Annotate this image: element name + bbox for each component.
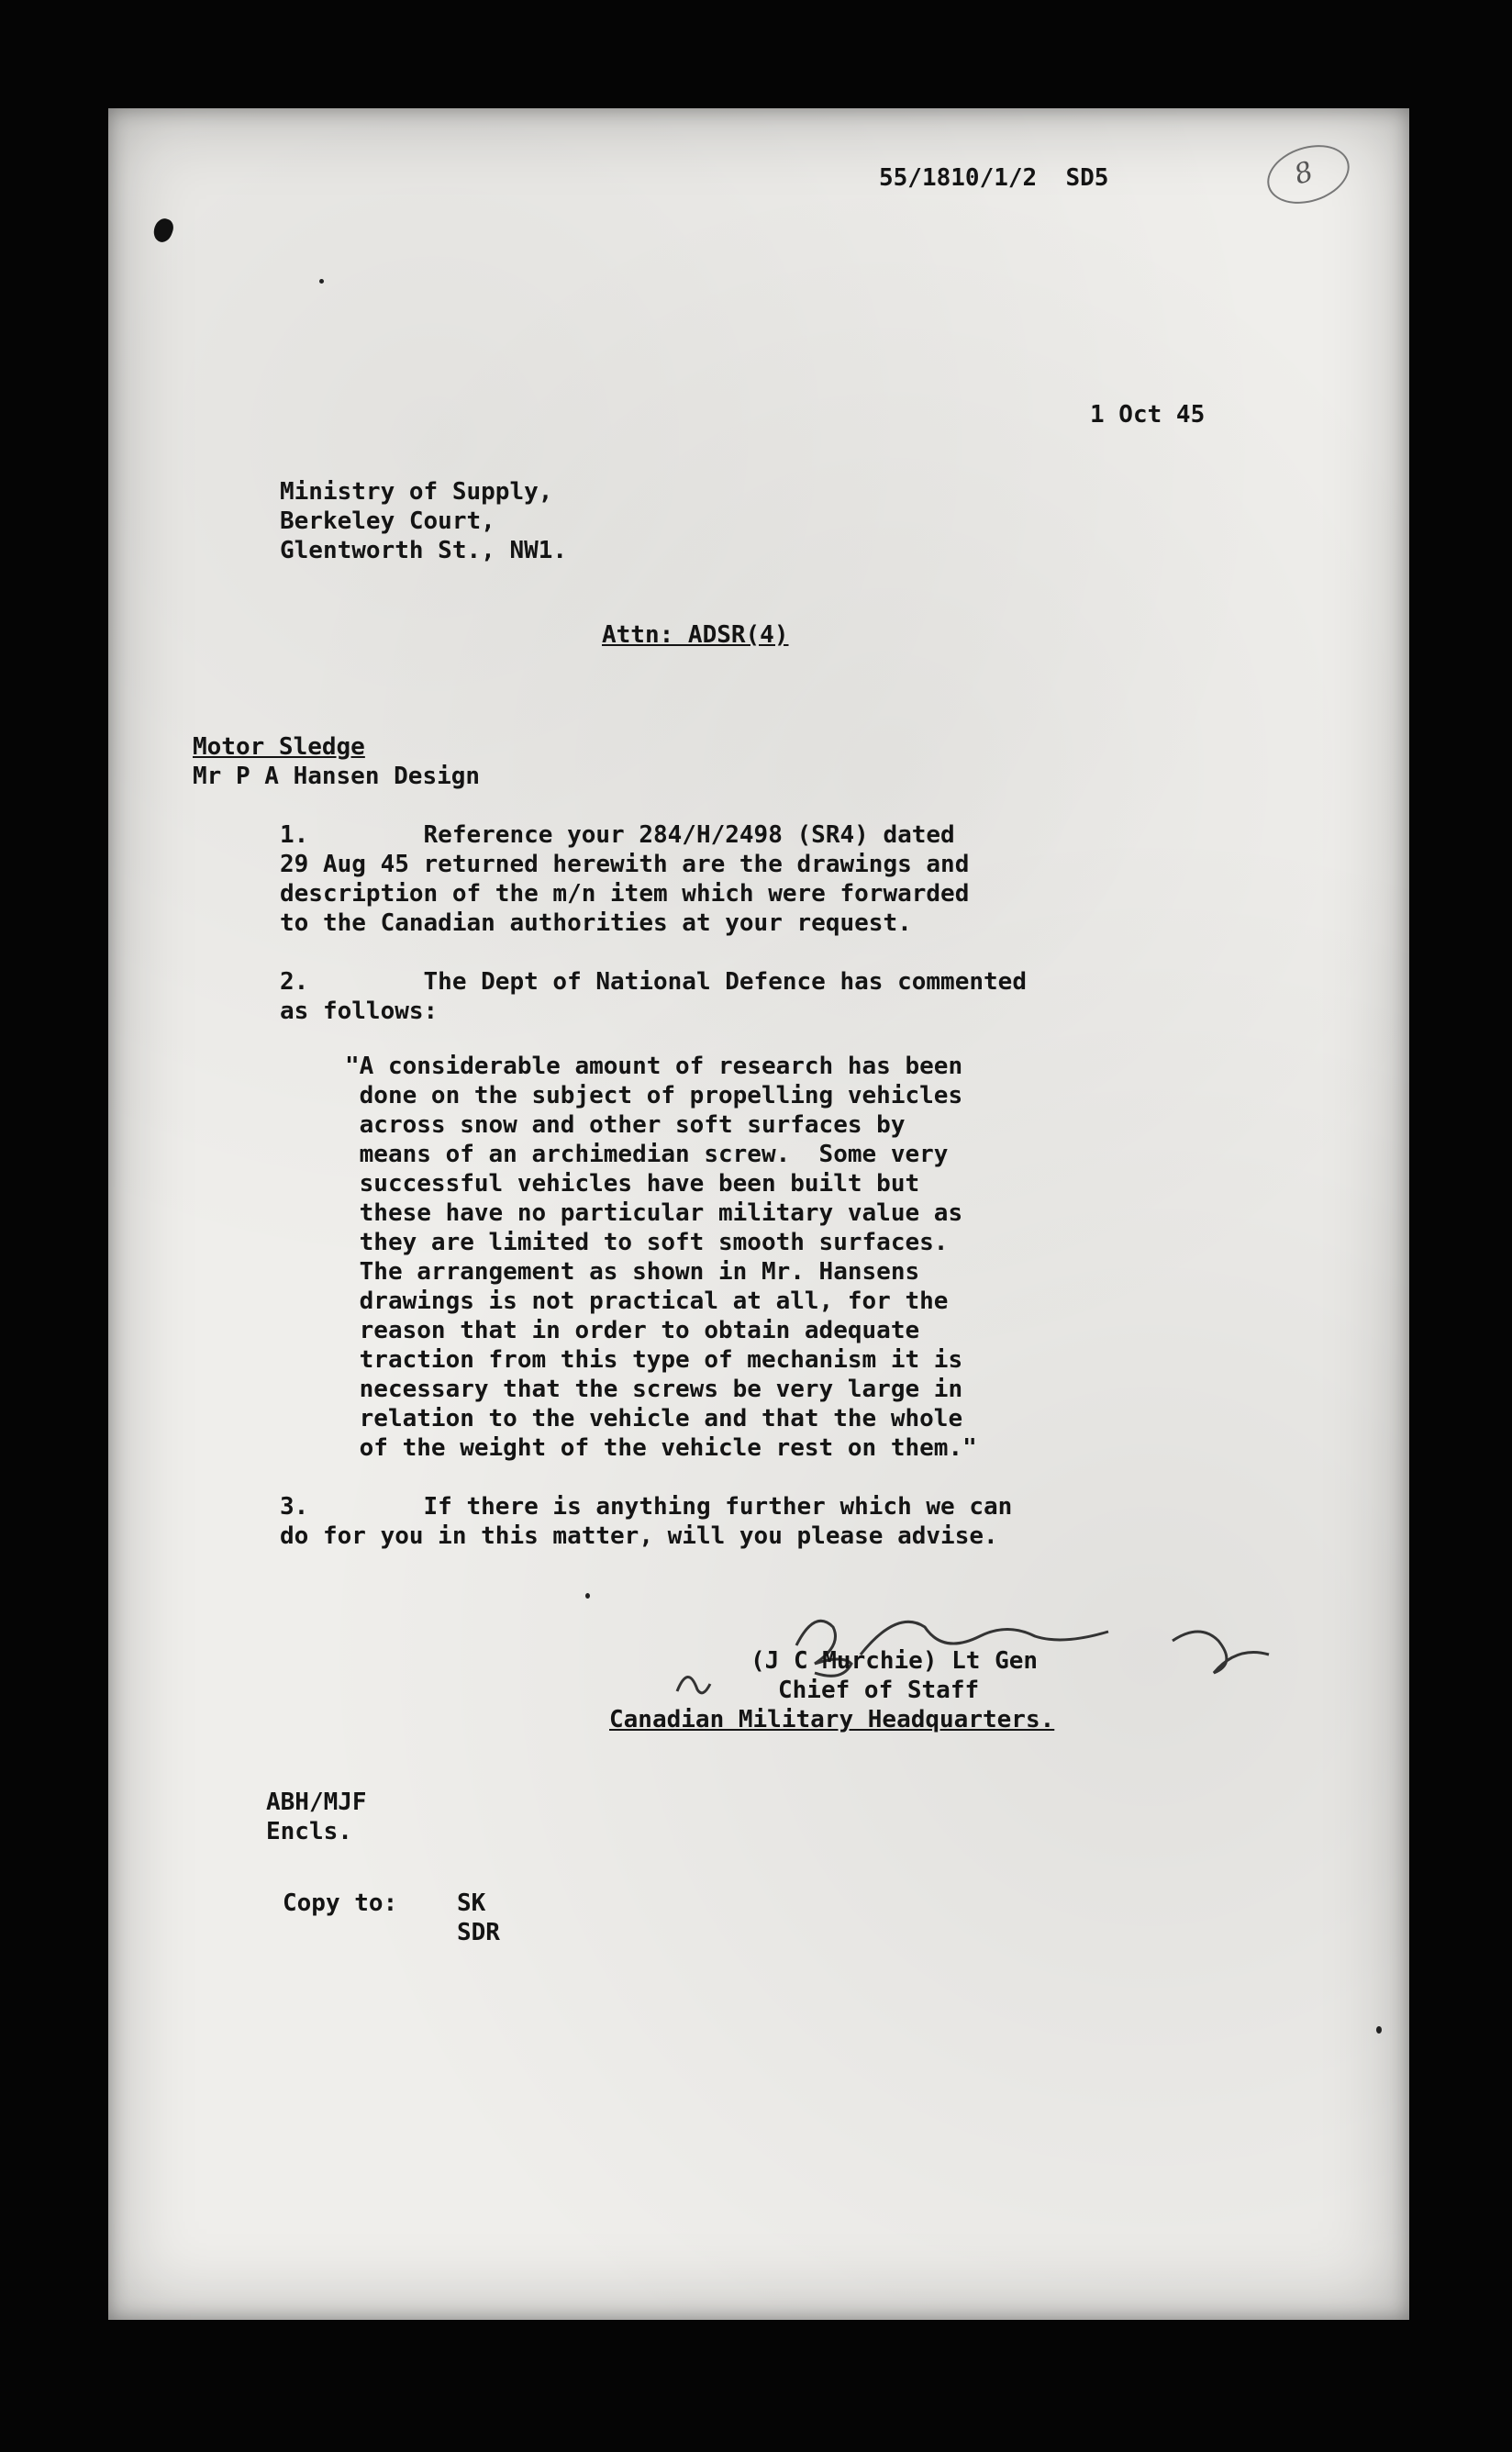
ink-blot [150, 216, 176, 244]
quote-line: The arrangement as shown in Mr. Hansens [345, 1258, 920, 1286]
quote-line: done on the subject of propelling vehicles [345, 1082, 963, 1109]
paragraph-1-line: description of the m/n item which were forwarded [280, 880, 970, 908]
paragraph-1-line: 29 Aug 45 returned herewith are the drawings and [280, 851, 970, 878]
letter-date: 1 Oct 45 [1090, 401, 1206, 429]
enclosures: Encls. [266, 1818, 352, 1845]
copy-recipient: SK [457, 1889, 486, 1917]
speck [1376, 2026, 1382, 2034]
quote-line: these have no particular military value as [345, 1199, 963, 1227]
signatory-organisation: Canadian Military Headquarters. [609, 1706, 1055, 1733]
file-reference: 55/1810/1/2 SD5 [879, 164, 1109, 192]
quote-line: successful vehicles have been built but [345, 1170, 920, 1198]
attention-line: Attn: ADSR(4) [602, 621, 789, 649]
page-number-stamp: 8 [1260, 135, 1357, 213]
paragraph-2-line: as follows: [280, 998, 439, 1025]
quote-line: of the weight of the vehicle rest on them." [345, 1434, 977, 1462]
paragraph-1-line: 1. Reference your 284/H/2498 (SR4) dated [280, 821, 955, 849]
address-line: Ministry of Supply, [280, 478, 553, 506]
letter-page [108, 108, 1409, 2320]
quote-line: they are limited to soft smooth surfaces. [345, 1229, 949, 1256]
speck [319, 279, 324, 284]
paragraph-3-line: 3. If there is anything further which we can [280, 1493, 1013, 1521]
quote-line: means of an archimedian screw. Some very [345, 1141, 949, 1168]
quote-line: traction from this type of mechanism it is [345, 1346, 963, 1374]
paragraph-3-line: do for you in this matter, will you please advise. [280, 1522, 998, 1550]
quote-line: "A considerable amount of research has been [345, 1053, 963, 1080]
paragraph-1-line: to the Canadian authorities at your request. [280, 909, 912, 937]
subject-subheading: Mr P A Hansen Design [193, 763, 481, 790]
quote-line: across snow and other soft surfaces by [345, 1111, 906, 1139]
signatory-name: (J C Murchie) Lt Gen [750, 1647, 1039, 1675]
subject-heading: Motor Sledge [193, 733, 365, 761]
initials: ABH/MJF [266, 1789, 367, 1816]
signatory-title: Chief of Staff [778, 1677, 980, 1704]
speck [585, 1593, 590, 1599]
quote-line: drawings is not practical at all, for the [345, 1287, 949, 1315]
address-line: Berkeley Court, [280, 507, 495, 535]
paragraph-2-line: 2. The Dept of National Defence has commented [280, 968, 1027, 996]
address-line: Glentworth St., NW1. [280, 537, 568, 564]
quote-line: relation to the vehicle and that the whole [345, 1405, 963, 1432]
quote-line: necessary that the screws be very large in [345, 1376, 963, 1403]
quote-line: reason that in order to obtain adequate [345, 1317, 920, 1344]
copy-recipient: SDR [457, 1919, 500, 1946]
copy-to-label: Copy to: [283, 1889, 398, 1917]
